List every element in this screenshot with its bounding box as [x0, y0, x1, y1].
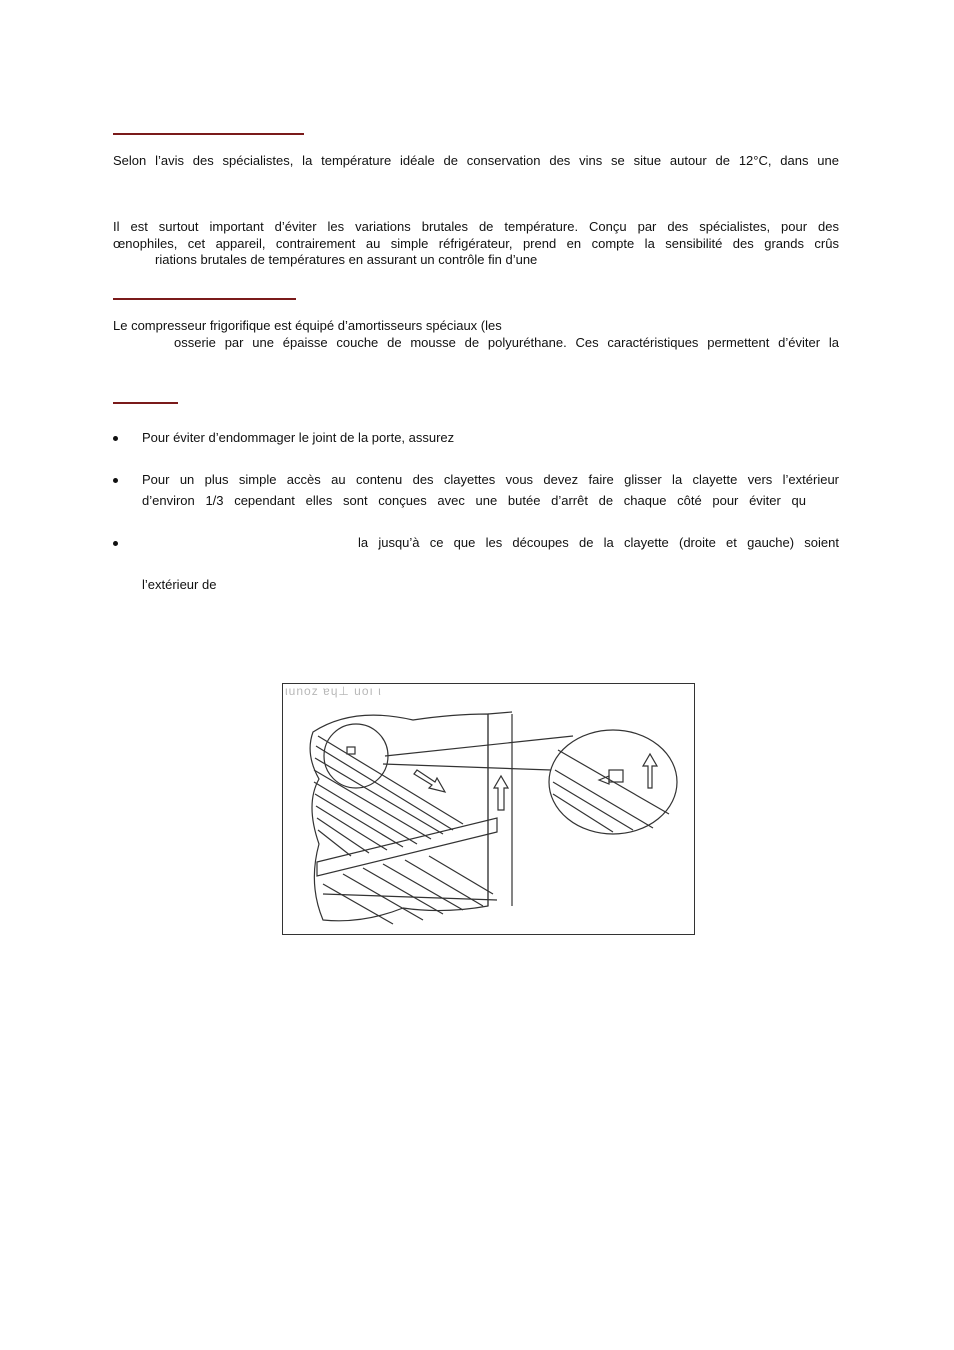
bullet-3-line-2: l’extérieur de: [142, 577, 217, 592]
shelf-rail: [318, 736, 463, 824]
cabinet-wall-top: [488, 712, 512, 714]
cutaway-outline: [310, 714, 488, 921]
bullet-2-dot: [113, 478, 118, 483]
bullet-1-dot: [113, 436, 118, 441]
up-arrow-magnified: [643, 754, 657, 788]
bullet-3-dot: [113, 541, 118, 546]
paragraph-2-line-2: œnophiles, cet appareil, contrairement au simple réfrigérateur, prend en compte la sensibilité des grands crûs: [113, 236, 839, 251]
paragraph-2-line-1: Il est surtout important d’éviter les variations brutales de température. Conçu par des spécialistes, pour des: [113, 219, 839, 234]
leader-line-bottom: [383, 764, 551, 770]
paragraph-3-line-1: Le compresseur frigorifique est équipé d’amortisseurs spéciaux (les: [113, 318, 502, 333]
lower-shelf-rail: [429, 856, 493, 894]
shelf-drawing: [283, 684, 694, 934]
section-3-heading-rule: [113, 402, 178, 404]
paragraph-2-line-3: riations brutales de températures en assurant un contrôle fin d’une: [155, 252, 538, 267]
leader-line-top: [385, 736, 573, 756]
shelf-illustration: [282, 683, 695, 935]
shelf-rail: [316, 746, 453, 830]
shelf-rail: [318, 830, 351, 856]
bullet-1-line-1: Pour éviter d’endommager le joint de la porte, assurez: [142, 430, 455, 445]
shelf-rail: [315, 758, 443, 834]
paragraph-1-line-1: Selon l’avis des spécialistes, la température idéale de conservation des vins se situe autour de 12°C, dans une: [113, 153, 839, 168]
up-arrow-wall: [494, 776, 508, 810]
shelf-front-bar: [317, 818, 497, 876]
section-1-heading-rule: [113, 133, 304, 135]
shelf-rail: [314, 782, 417, 844]
magnified-rail: [553, 782, 633, 830]
bullet-3-line-1: la jusqu’à ce que les découpes de la clayette (droite et gauche) soient: [358, 535, 839, 550]
shelf-stop-small: [347, 747, 355, 754]
figure-ghost-text: ιunoz ɐɥ⊥ uoı ι: [285, 684, 382, 698]
magnified-rail: [555, 770, 653, 828]
section-2-heading-rule: [113, 298, 296, 300]
lower-shelf-rail: [323, 884, 393, 924]
paragraph-3-line-2: osserie par une épaisse couche de mousse de polyuréthane. Ces caractéristiques permettent d’éviter la: [174, 335, 839, 350]
shelf-rail: [316, 806, 387, 850]
detail-circle-small: [324, 724, 388, 788]
pull-arrow: [414, 770, 445, 792]
bullet-2-line-1: Pour un plus simple accès au contenu des clayettes vous devez faire glisser la clayette vers l’extérieur: [142, 472, 839, 487]
bullet-2-line-2: d’environ 1/3 cependant elles sont conçues avec une butée d’arrêt de chaque côté pour éviter qu: [142, 493, 806, 508]
